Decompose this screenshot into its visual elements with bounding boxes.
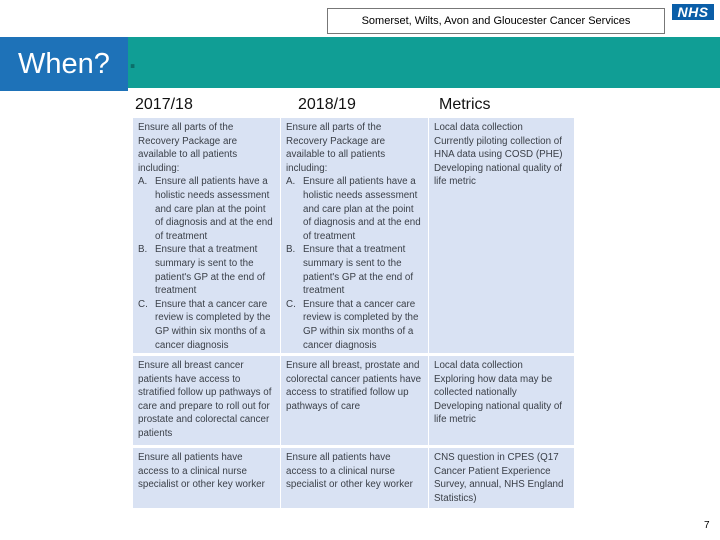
list-item [286, 298, 423, 352]
cell-intro: Ensure all parts of the Recovery Package are available to all patients including: [138, 122, 238, 174]
list-letter: C. [286, 298, 296, 310]
column-header-metrics: Metrics [439, 96, 491, 113]
nhs-logo [672, 4, 714, 20]
list-item [286, 243, 423, 297]
nhs-logo-text: NHS [677, 4, 709, 20]
page-number: 7 [704, 520, 710, 531]
metric-line: Developing national quality of life metric [434, 400, 562, 426]
cell-text: Ensure all patients have access to a clinical nurse specialist or other key worker [138, 452, 265, 491]
title-dot: . [129, 44, 137, 74]
metric-line: Currently piloting collection of HNA data using COSD (PHE) [434, 135, 563, 161]
cell-intro: Ensure all parts of the Recovery Package are available to all patients including: [286, 122, 386, 174]
services-title: Somerset, Wilts, Avon and Gloucester Cancer Services [361, 15, 631, 27]
metric-line: Local data collection [434, 122, 523, 133]
table-cell-r1-c1 [133, 118, 281, 353]
slide-title: When? [18, 47, 110, 80]
table-cell-r3-c2 [281, 448, 429, 508]
cell-text: CNS question in CPES (Q17 Cancer Patient Experience Survey, annual, NHS England Statistics) [434, 452, 564, 504]
services-header [327, 8, 665, 34]
metric-line: Developing national quality of life metric [434, 162, 562, 188]
plan-table [133, 118, 575, 508]
title-band [128, 37, 720, 88]
table-cell-r3-c3 [429, 448, 575, 508]
list-letter: B. [286, 244, 296, 256]
list-text: Ensure all patients have a holistic needs assessment and care plan at the point of diagnosis and at the end of treatment [155, 176, 273, 242]
list-item [286, 175, 423, 243]
list-letter: A. [138, 176, 148, 188]
list-text: Ensure that a cancer care review is completed by the GP within six months of a cancer diagnosis [155, 298, 271, 351]
table-cell-r2-c1 [133, 356, 281, 445]
list-text: Ensure that a treatment summary is sent to the patient's GP at the end of treatment [155, 244, 266, 297]
list-item [138, 175, 275, 243]
list-letter: B. [138, 244, 148, 256]
cell-text: Ensure all breast cancer patients have access to stratified follow up pathways of care and prepare to roll out for prostate and colorectal cancer patients [138, 360, 272, 439]
list-item [138, 298, 275, 352]
table-cell-r2-c2 [281, 356, 429, 445]
table-cell-r3-c1 [133, 448, 281, 508]
metric-line: Local data collection [434, 360, 523, 371]
cell-text: Ensure all breast, prostate and colorectal cancer patients have access to stratified follow up pathways of care [286, 360, 422, 412]
table-cell-r2-c3 [429, 356, 575, 445]
list-text: Ensure that a treatment summary is sent to the patient's GP at the end of treatment [303, 244, 414, 297]
list-text: Ensure all patients have a holistic needs assessment and care plan at the point of diagnosis and at the end of treatment [303, 176, 421, 242]
list-letter: A. [286, 176, 296, 188]
column-header-2018: 2018/19 [298, 96, 356, 113]
table-cell-r1-c2 [281, 118, 429, 353]
cell-text: Ensure all patients have access to a clinical nurse specialist or other key worker [286, 452, 413, 491]
list-item [138, 243, 275, 297]
column-header-2017: 2017/18 [135, 96, 193, 113]
slide-title-box [0, 37, 128, 91]
list-text: Ensure that a cancer care review is completed by the GP within six months of a cancer diagnosis [303, 298, 419, 351]
list-letter: C. [138, 298, 148, 310]
metric-line: Exploring how data may be collected nationally [434, 373, 553, 399]
table-cell-r1-c3 [429, 118, 575, 353]
